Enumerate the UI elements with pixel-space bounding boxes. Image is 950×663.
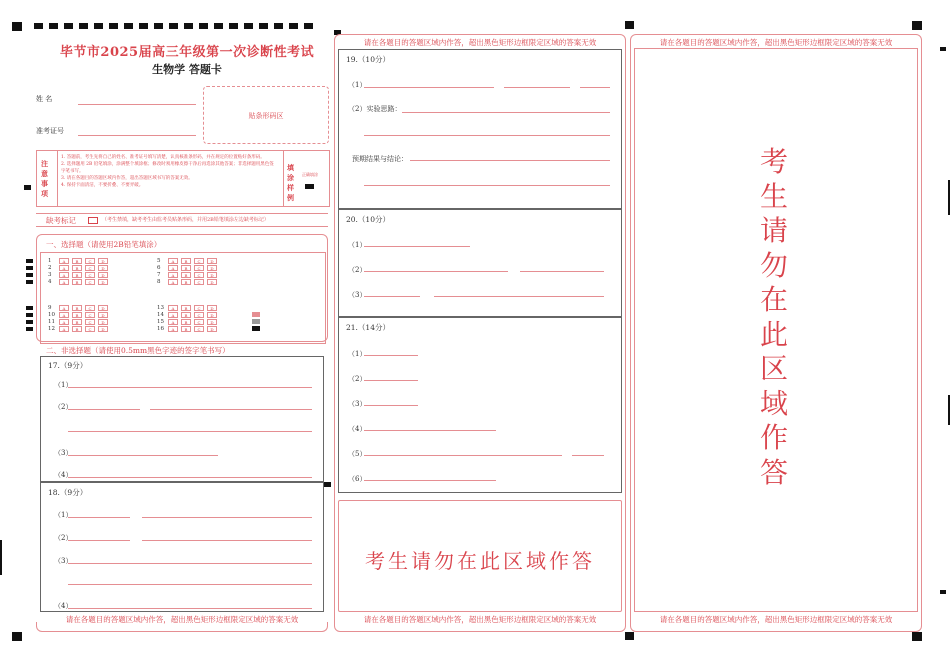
option-bubble[interactable]: B: [72, 279, 82, 285]
q18-item-2: （2）: [54, 534, 73, 542]
q21-item-1: （1）: [348, 350, 367, 358]
subject-title: 生物学 答题卡: [152, 63, 222, 76]
option-bubble[interactable]: B: [72, 265, 82, 271]
option-bubble[interactable]: B: [181, 258, 191, 264]
no-answer-text-3: 考生请勿在此区域作答: [759, 145, 788, 489]
warning-strip-bottom-1: 请在各题目的答题区域内作答，超出黑色矩形边框限定区域的答案无效: [65, 615, 299, 624]
option-bubble[interactable]: B: [72, 326, 82, 332]
option-bubble[interactable]: D: [207, 305, 217, 311]
question-number: 4: [48, 279, 52, 285]
q17-line[interactable]: [68, 409, 140, 410]
question-number: 7: [157, 272, 161, 278]
option-bubble[interactable]: B: [181, 265, 191, 271]
corner-mark: [12, 632, 22, 641]
warning-strip-top-2: 请在各题目的答题区域内作答，超出黑色矩形边框限定区域的答案无效: [363, 38, 597, 47]
q19-item-2: （2）实验思路：: [348, 105, 402, 113]
q18-line[interactable]: [68, 517, 130, 518]
question-number: 16: [157, 326, 164, 332]
row-timing-mark: [26, 320, 33, 324]
option-bubble[interactable]: D: [98, 312, 108, 318]
option-bubble[interactable]: D: [207, 272, 217, 278]
warning-strip-top-3: 请在各题目的答题区域内作答，超出黑色矩形边框限定区域的答案无效: [659, 38, 893, 47]
notice-item: 2. 选择题用 2B 铅笔填涂，涂满整个填涂框；修改时须用橡皮擦干净后再选涂其他答案；非选择题用黑色签字笔书写。: [61, 162, 274, 174]
q21-item-3: （3）: [348, 400, 367, 408]
option-bubble[interactable]: A: [168, 258, 178, 264]
option-bubble[interactable]: A: [59, 265, 69, 271]
option-bubble[interactable]: B: [181, 272, 191, 278]
barcode-area: [203, 86, 329, 144]
option-bubble[interactable]: C: [85, 279, 95, 285]
option-bubble[interactable]: C: [85, 272, 95, 278]
option-bubble[interactable]: D: [207, 265, 217, 271]
q18-line[interactable]: [68, 540, 130, 541]
option-bubble[interactable]: B: [72, 258, 82, 264]
option-bubble[interactable]: C: [85, 305, 95, 311]
notice-char: 项: [41, 189, 48, 198]
option-bubble[interactable]: B: [181, 312, 191, 318]
option-bubble[interactable]: D: [98, 305, 108, 311]
fill-sample-mark: [252, 312, 260, 317]
option-bubble[interactable]: D: [98, 258, 108, 264]
id-field[interactable]: [78, 135, 196, 136]
notice-item: 3. 请在各题目的答题区域内作答，超出答题区域书写的答案无效。: [61, 176, 193, 181]
corner-mark: [12, 22, 22, 31]
column2-frame: [334, 34, 626, 632]
fill-example-mark: [305, 184, 314, 189]
option-bubble[interactable]: D: [207, 279, 217, 285]
q20-item-1: （1）: [348, 241, 367, 249]
option-bubble[interactable]: B: [181, 319, 191, 325]
q21-item-6: （6）: [348, 475, 367, 483]
column3-frame: [630, 34, 922, 632]
notice-item: 4. 保持卡面清洁，不要折叠、不要弄破。: [61, 183, 144, 188]
notice-box: [36, 150, 330, 207]
column1-bottom-frame: [36, 622, 328, 632]
option-bubble[interactable]: A: [59, 319, 69, 325]
q17-item-4: （4）: [54, 471, 73, 479]
q18-item-4: （4）: [54, 602, 73, 610]
fill-example-label: [287, 163, 297, 203]
option-bubble[interactable]: D: [207, 312, 217, 318]
notice-char: 事: [41, 179, 48, 188]
option-bubble[interactable]: C: [194, 272, 204, 278]
q20-title: 20.（10分）: [346, 215, 390, 224]
q18-item-1: （1）: [54, 511, 73, 519]
fill-char: 填: [287, 163, 294, 172]
corner-mark: [912, 632, 922, 641]
option-bubble[interactable]: B: [181, 326, 191, 332]
notice-char: 注: [41, 159, 48, 168]
row-timing-mark: [26, 273, 33, 277]
option-bubble[interactable]: B: [181, 279, 191, 285]
name-label: 姓 名: [36, 95, 53, 103]
option-bubble[interactable]: A: [168, 305, 178, 311]
side-mark: [940, 590, 946, 594]
option-bubble[interactable]: D: [98, 272, 108, 278]
option-bubble[interactable]: A: [59, 312, 69, 318]
option-bubble[interactable]: C: [194, 265, 204, 271]
option-bubble[interactable]: C: [194, 258, 204, 264]
corner-mark: [625, 632, 634, 640]
id-label: 准考证号: [36, 127, 64, 135]
option-bubble[interactable]: C: [194, 326, 204, 332]
question-number: 3: [48, 272, 52, 278]
row-timing-mark: [26, 306, 33, 310]
q21-item-2: （2）: [348, 375, 367, 383]
q18-line[interactable]: [68, 608, 312, 609]
option-bubble[interactable]: D: [207, 258, 217, 264]
option-bubble[interactable]: A: [59, 279, 69, 285]
question-number: 9: [48, 305, 52, 311]
question-number: 1: [48, 258, 52, 264]
name-field[interactable]: [78, 104, 196, 105]
option-bubble[interactable]: D: [98, 326, 108, 332]
option-bubble[interactable]: C: [85, 258, 95, 264]
option-bubble[interactable]: C: [85, 312, 95, 318]
option-bubble[interactable]: C: [85, 319, 95, 325]
fill-char: 样: [287, 183, 294, 192]
q17-box: [40, 356, 324, 482]
question-number: 12: [48, 326, 55, 332]
q17-line[interactable]: [68, 387, 312, 388]
option-bubble[interactable]: B: [72, 305, 82, 311]
row-timing-mark: [26, 280, 33, 284]
question-number: 2: [48, 265, 52, 271]
option-bubble[interactable]: C: [194, 312, 204, 318]
q17-title: 17.（9分）: [48, 361, 88, 370]
option-bubble[interactable]: C: [194, 319, 204, 325]
q18-line[interactable]: [142, 517, 312, 518]
option-bubble[interactable]: D: [207, 319, 217, 325]
warning-strip-bottom-2: 请在各题目的答题区域内作答，超出黑色矩形边框限定区域的答案无效: [363, 615, 597, 624]
q18-box: [40, 482, 324, 612]
warning-strip-bottom-3: 请在各题目的答题区域内作答，超出黑色矩形边框限定区域的答案无效: [659, 615, 893, 624]
row-timing-mark: [26, 266, 33, 270]
fill-sample-mark: [252, 319, 260, 324]
question-number: 10: [48, 312, 55, 318]
barcode-label: 贴条形码区: [248, 112, 284, 120]
q20-item-3: （3）: [348, 291, 367, 299]
option-bubble[interactable]: A: [168, 279, 178, 285]
option-bubble[interactable]: B: [181, 305, 191, 311]
fill-char: 涂: [287, 173, 294, 182]
side-mark: [324, 482, 331, 487]
option-bubble[interactable]: A: [168, 326, 178, 332]
row-timing-mark: [26, 327, 33, 331]
q17-line[interactable]: [68, 431, 312, 432]
absence-label: 缺考标记: [46, 216, 76, 225]
question-number: 13: [157, 305, 164, 311]
option-bubble[interactable]: B: [72, 272, 82, 278]
section1-title: 一、选择题（请使用2B铅笔填涂）: [46, 240, 162, 249]
q18-line[interactable]: [68, 563, 312, 564]
question-number: 14: [157, 312, 164, 318]
timing-strip: [34, 23, 314, 29]
q18-line[interactable]: [68, 584, 312, 585]
q18-item-3: （3）: [54, 557, 73, 565]
side-mark: [24, 185, 31, 190]
notice-item: 1. 答题前，考生先将自己的姓名、准考证号填写清楚，认真核准条形码，并在规定的位置贴好条形码。: [61, 155, 265, 160]
absence-checkbox[interactable]: [88, 217, 98, 224]
option-bubble[interactable]: A: [59, 272, 69, 278]
option-bubble[interactable]: C: [85, 265, 95, 271]
question-number: 8: [157, 279, 161, 285]
q21-item-4: （4）: [348, 425, 367, 433]
absence-desc: （考生禁填，缺考考生由监考员贴条形码，并用2B铅笔填涂左边缺考标记）: [102, 217, 269, 223]
side-mark: [940, 47, 946, 51]
absence-row: [36, 213, 328, 227]
question-number: 15: [157, 319, 164, 325]
notice-char: 意: [41, 169, 48, 178]
q21-title: 21.（14分）: [346, 323, 390, 332]
q18-line[interactable]: [142, 540, 312, 541]
section2-title: 二、非选择题（请使用0.5mm黑色字迹的签字笔书写）: [46, 346, 230, 355]
option-bubble[interactable]: A: [168, 265, 178, 271]
question-number: 11: [48, 319, 55, 325]
option-bubble[interactable]: A: [59, 305, 69, 311]
q21-item-5: （5）: [348, 450, 367, 458]
q19-item-1: （1）: [348, 81, 367, 89]
option-bubble[interactable]: A: [59, 258, 69, 264]
q17-line[interactable]: [150, 409, 312, 410]
q20-item-2: （2）: [348, 266, 367, 274]
q17-item-1: （1）: [54, 381, 73, 389]
option-bubble[interactable]: D: [98, 265, 108, 271]
option-bubble[interactable]: C: [194, 279, 204, 285]
option-bubble[interactable]: B: [72, 319, 82, 325]
corner-mark: [625, 21, 634, 29]
question-number: 6: [157, 265, 161, 271]
option-bubble[interactable]: D: [98, 279, 108, 285]
option-bubble[interactable]: C: [194, 305, 204, 311]
page-title: 毕节市2025届高三年级第一次诊断性考试: [59, 45, 315, 60]
q17-line[interactable]: [68, 455, 218, 456]
option-bubble[interactable]: A: [59, 326, 69, 332]
option-bubble[interactable]: B: [72, 312, 82, 318]
question-number: 5: [157, 258, 161, 264]
notice-label: [41, 159, 51, 199]
option-bubble[interactable]: C: [85, 326, 95, 332]
row-timing-mark: [26, 259, 33, 263]
q17-item-2: （2）: [54, 403, 73, 411]
fill-example-text: 正确填涂: [302, 172, 318, 177]
option-bubble[interactable]: A: [168, 319, 178, 325]
notice-text: [61, 154, 275, 189]
fill-char: 例: [287, 193, 294, 202]
side-mark: [0, 540, 2, 575]
q18-title: 18.（9分）: [48, 488, 88, 497]
option-bubble[interactable]: D: [98, 319, 108, 325]
corner-mark: [912, 21, 922, 30]
option-bubble[interactable]: A: [168, 272, 178, 278]
row-timing-mark: [26, 313, 33, 317]
fill-sample-mark: [252, 326, 260, 331]
no-answer-text-2: 考生请勿在此区域作答: [365, 549, 595, 573]
option-bubble[interactable]: A: [168, 312, 178, 318]
q19-item-3: 预期结果与结论：: [352, 155, 408, 163]
option-bubble[interactable]: D: [207, 326, 217, 332]
q17-item-3: （3）: [54, 449, 73, 457]
q17-line[interactable]: [68, 477, 312, 478]
q19-title: 19.（10分）: [346, 55, 390, 64]
